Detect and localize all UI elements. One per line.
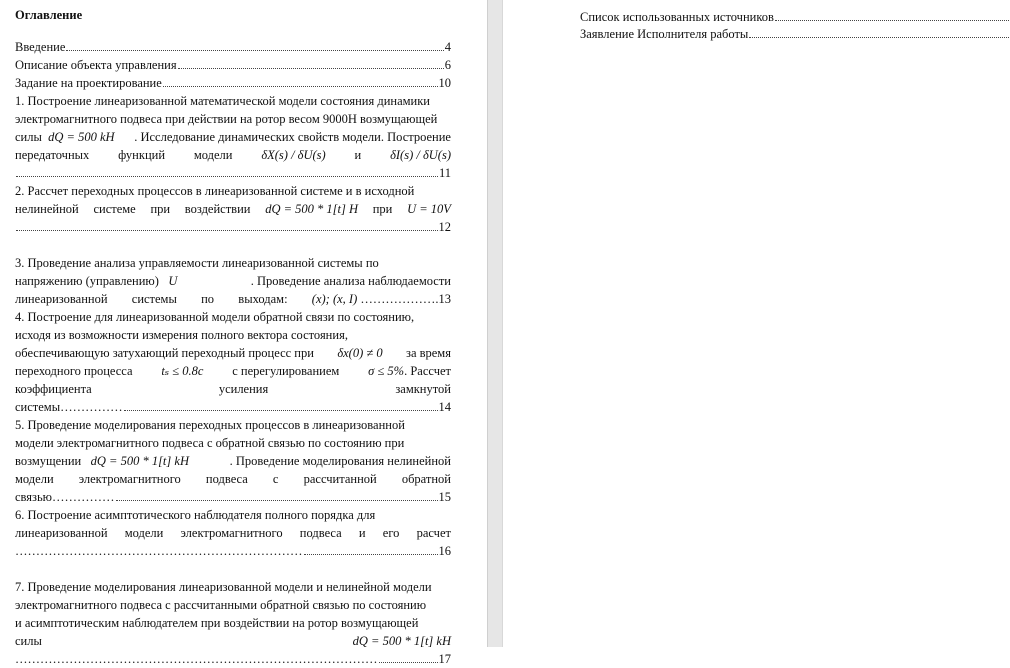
formula: σ ≤ 5% bbox=[368, 364, 405, 378]
formula: U = 10V bbox=[407, 202, 451, 216]
toc-entry-section-3[interactable]: 3. Проведение анализа управляемости линеаризованной системы по напряжению (управлению) U . Проведение анализа наблюдаемости линеаризованной системы по выходам: (x); (x, I) ……………….13 bbox=[15, 256, 451, 306]
toc-page-number: 15 bbox=[438, 490, 451, 504]
page-gutter bbox=[487, 0, 503, 647]
formula: U bbox=[168, 274, 178, 288]
toc-entry-section-1[interactable]: 1. Построение линеаризованной математической модели состояния динамики электромагнитного подвеса при действии на ротор весом 9000Н возмущающей силы dQ = 500 kH . Исследование динамических свойств модели. Построение передаточных функций модели δX(s) / δU(s) и δI(s) / δU(s) 11 bbox=[15, 94, 451, 180]
toc-entry-section-2[interactable]: 2. Рассчет переходных процессов в линеаризованной системе и в исходной нелинейной системе при воздействии dQ = 500 * 1[t] H при U = 10V 12 bbox=[15, 184, 451, 234]
toc-entry-section-5[interactable]: 5. Проведение моделирования переходных процессов в линеаризованной модели электромагнитного подвеса с обратной связью по состоянию при возмущении dQ = 500 * 1[t] kH . Проведение моделирования нелинейной модели электромагнитного подвеса с рассчитанной обратной связью…………… 15 bbox=[15, 418, 451, 504]
toc-entry-contractor-statement[interactable]: Заявление Исполнителя работы bbox=[580, 25, 1010, 42]
toc-page-number: 13 bbox=[438, 292, 451, 306]
toc-entry-object-description[interactable]: Описание объекта управления 6 bbox=[15, 58, 451, 72]
toc-page-number: 14 bbox=[438, 400, 451, 414]
toc-page-number: 10 bbox=[438, 76, 451, 90]
toc-page-number: 4 bbox=[444, 40, 451, 54]
formula: dQ = 500 * 1[t] H bbox=[265, 202, 359, 216]
toc-entry-intro[interactable]: Введение 4 bbox=[15, 40, 451, 54]
formula: δx(0) ≠ 0 bbox=[337, 346, 383, 360]
formula: tₛ ≤ 0.8c bbox=[161, 364, 204, 378]
toc-title: Оглавление bbox=[15, 8, 83, 22]
formula: (x); (x, I) bbox=[311, 292, 358, 306]
toc-entry-section-4[interactable]: 4. Построение для линеаризованной модели обратной связи по состоянию, исходя из возможности измерения полного вектора состояния, обеспечивающую затухающий переходный процесс при δx(0) ≠ 0 за время переходного процесса tₛ ≤ 0.8c с перегулированием σ ≤ 5%. Рассчет коэффициента усиления замкнутой системы…………… 14 bbox=[15, 310, 451, 414]
toc-entry-design-task[interactable]: Задание на проектирование 10 bbox=[15, 76, 451, 90]
table-of-contents-continued bbox=[580, 8, 1010, 42]
formula: dQ = 500 * 1[t] kH bbox=[90, 454, 189, 468]
formula: δX(s) / δU(s) bbox=[261, 148, 326, 162]
table-of-contents bbox=[15, 6, 451, 668]
formula: δI(s) / δU(s) bbox=[390, 148, 451, 162]
toc-entry-references[interactable]: Список использованных источников bbox=[580, 8, 1010, 25]
toc-page-number: 12 bbox=[438, 220, 451, 234]
toc-entry-section-7[interactable]: 7. Проведение моделирования линеаризованной модели и нелинейной модели электромагнитного подвеса с рассчитанными обратной связью по состоянию и асимптотическим наблюдателем при воздействии на ротор возмущающей силы dQ = 500 * 1[t] kH …………………………………………………………………………… 17 bbox=[15, 580, 451, 666]
toc-page-number: 17 bbox=[438, 652, 451, 666]
toc-entry-section-6[interactable]: 6. Построение асимптотического наблюдателя полного порядка для линеаризованной модели электромагнитного подвеса и его расчет …………………………………………………………… 16 bbox=[15, 508, 451, 558]
document-page-right bbox=[503, 0, 1000, 647]
formula: dQ = 500 kH bbox=[48, 130, 115, 144]
toc-page-number: 11 bbox=[438, 166, 451, 180]
formula: dQ = 500 * 1[t] kH bbox=[352, 634, 451, 648]
toc-page-number: 16 bbox=[438, 544, 451, 558]
toc-page-number: 6 bbox=[444, 58, 451, 72]
document-page-left bbox=[0, 0, 487, 666]
